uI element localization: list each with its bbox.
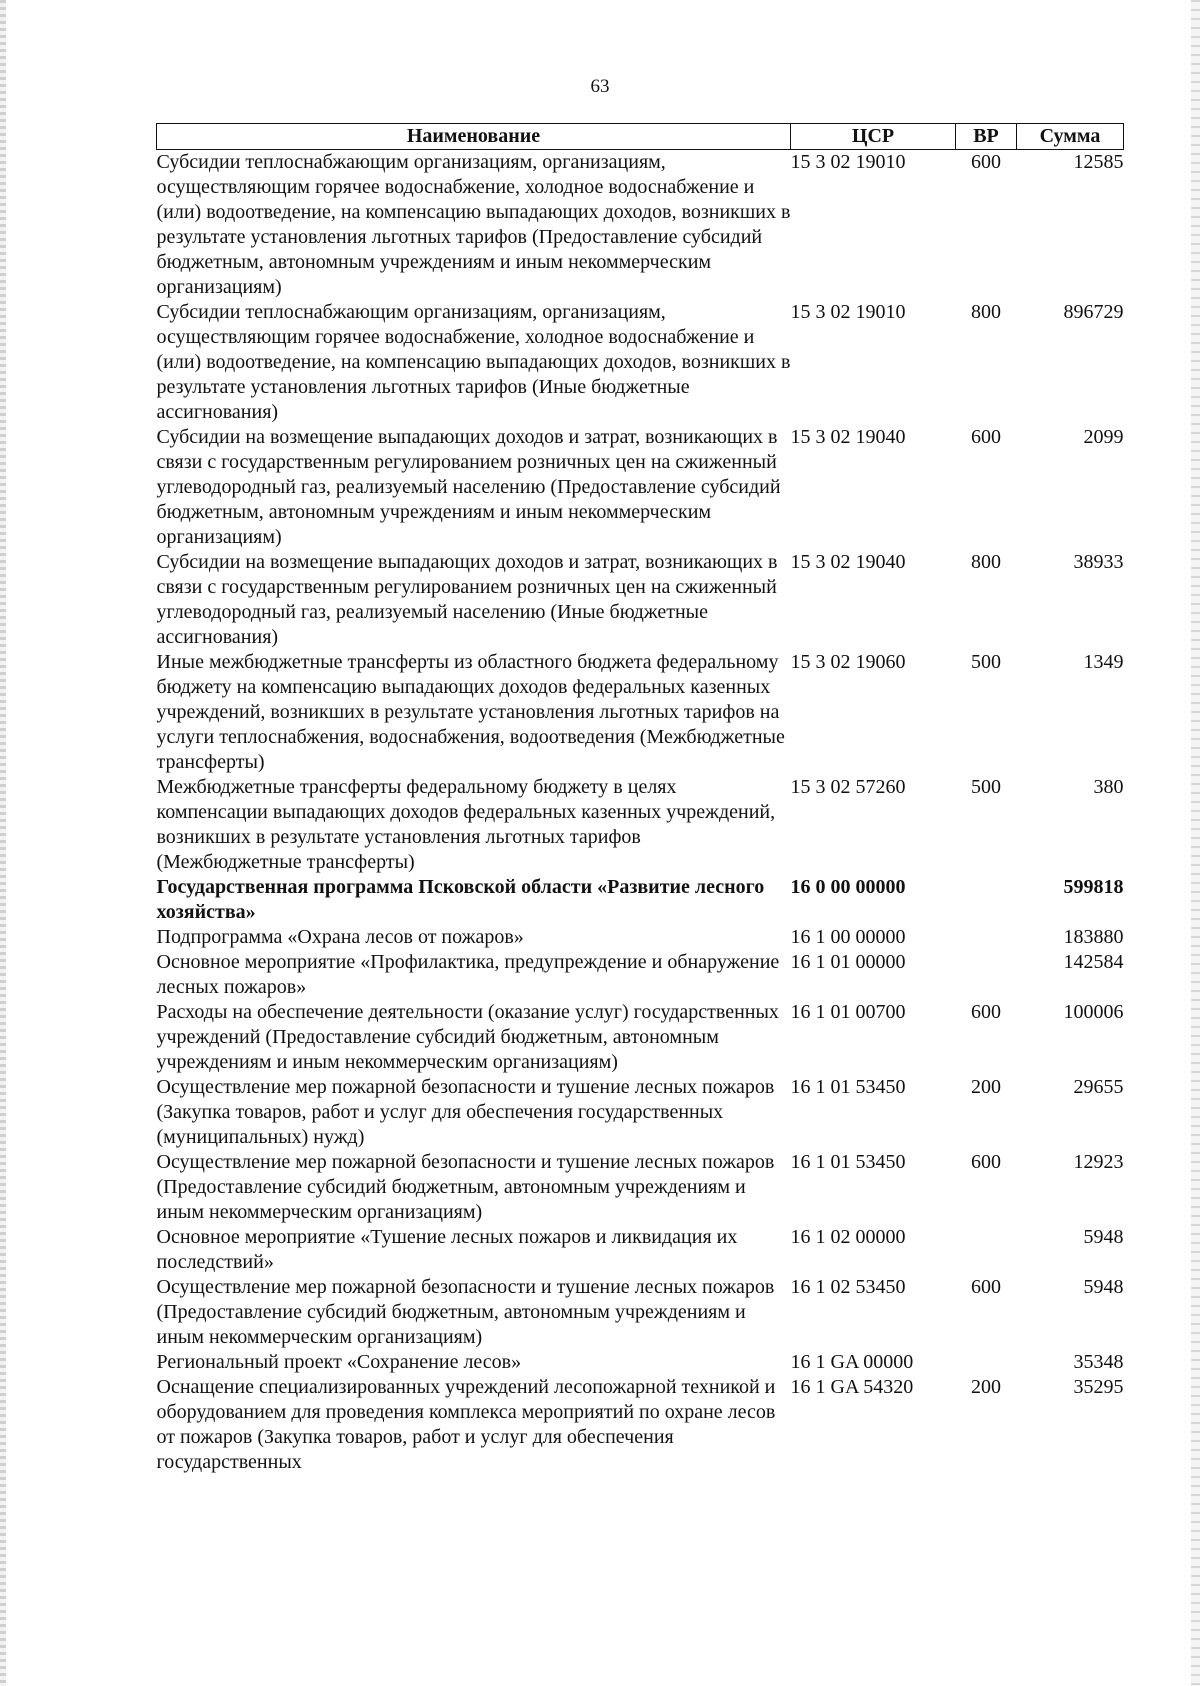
table-row — [157, 925, 1124, 950]
cell-vr: 500 — [971, 651, 1001, 673]
header-sum: Сумма — [1017, 124, 1124, 150]
cell-vr — [956, 875, 1017, 925]
cell-sum: 35348 — [1073, 1351, 1124, 1373]
cell-name: Основное мероприятие «Тушение лесных пожаров и ликвидация их последствий» — [156, 1226, 738, 1273]
cell-sum: 5948 — [1083, 1276, 1124, 1298]
cell-csr: 15 3 02 57260 — [790, 776, 906, 798]
cell-sum: 599818 — [1063, 876, 1124, 898]
header-vr: ВР — [956, 124, 1017, 150]
cell-csr: 16 1 GA 00000 — [790, 1351, 914, 1373]
cell-name: Расходы на обеспечение деятельности (оказание услуг) государственных учреждений (Предоставление субсидий бюджетным, автономным учреждениям и иным некоммерческим организациям) — [156, 1001, 779, 1073]
table-row — [157, 775, 1124, 875]
page-number: 63 — [590, 76, 610, 97]
table-row — [157, 150, 1124, 301]
table-row — [157, 650, 1124, 775]
cell-vr: 600 — [971, 1276, 1001, 1298]
table-row — [157, 1075, 1124, 1150]
cell-name: Оснащение специализированных учреждений лесопожарной техникой и оборудованием для проведения комплекса мероприятий по охране лесов от пожаров (Закупка товаров, работ и услуг для обеспечения государственных — [156, 1376, 776, 1473]
table-row — [157, 1000, 1124, 1075]
cell-name: Государственная программа Псковской области «Развитие лесного хозяйства» — [156, 876, 765, 923]
cell-sum: 38933 — [1073, 551, 1124, 573]
cell-vr: 600 — [971, 1151, 1001, 1173]
cell-name: Осуществление мер пожарной безопасности и тушение лесных пожаров (Предоставление субсидий бюджетным, автономным учреждениям и иным некоммерческим организациям) — [156, 1151, 775, 1223]
document-sheet — [156, 123, 1123, 1475]
scan-edge-right — [1191, 0, 1200, 1686]
cell-csr: 15 3 02 19010 — [790, 301, 906, 323]
cell-vr: 200 — [971, 1376, 1001, 1398]
cell-sum: 896729 — [1063, 301, 1124, 323]
cell-sum: 100006 — [1063, 1001, 1124, 1023]
cell-vr: 600 — [971, 151, 1001, 173]
cell-name: Осуществление мер пожарной безопасности и тушение лесных пожаров (Закупка товаров, работ и услуг для обеспечения государственных (муниципальных) нужд) — [156, 1076, 775, 1148]
cell-vr: 600 — [971, 1001, 1001, 1023]
cell-vr: 200 — [971, 1076, 1001, 1098]
cell-sum: 5948 — [1083, 1226, 1124, 1248]
table-body — [157, 150, 1124, 1476]
table-row — [157, 1150, 1124, 1225]
table-row — [157, 550, 1124, 650]
cell-vr — [956, 1350, 1017, 1375]
cell-sum: 1349 — [1083, 651, 1124, 673]
cell-vr: 800 — [971, 301, 1001, 323]
header-csr: ЦСР — [791, 124, 956, 150]
cell-csr: 15 3 02 19060 — [790, 651, 906, 673]
cell-sum: 12923 — [1073, 1151, 1124, 1173]
cell-name: Основное мероприятие «Профилактика, предупреждение и обнаружение лесных пожаров» — [156, 951, 780, 998]
cell-name: Субсидии на возмещение выпадающих доходов и затрат, возникающих в связи с государственным регулированием розничных цен на сжиженный углеводородный газ, реализуемый населению (Предоставление субсидий бюджетным, автономным учреждениям и иным некоммерческим организациям) — [156, 426, 781, 548]
cell-csr: 16 1 02 53450 — [790, 1276, 906, 1298]
cell-csr: 16 1 01 00000 — [790, 951, 906, 973]
cell-vr: 500 — [971, 776, 1001, 798]
cell-csr: 16 1 00 00000 — [790, 926, 906, 948]
table-row — [157, 875, 1124, 925]
cell-csr: 16 1 01 53450 — [790, 1151, 906, 1173]
table-row — [157, 300, 1124, 425]
cell-vr — [956, 950, 1017, 1000]
scan-edge-left — [0, 0, 6, 1686]
cell-sum: 380 — [1093, 776, 1124, 798]
cell-csr: 16 1 01 00700 — [790, 1001, 906, 1023]
cell-name: Межбюджетные трансферты федеральному бюджету в целях компенсации выпадающих доходов федеральных казенных учреждений, возникших в результате установления льготных тарифов (Межбюджетные трансферты) — [156, 776, 776, 873]
cell-name: Подпрограмма «Охрана лесов от пожаров» — [156, 926, 524, 948]
cell-name: Субсидии теплоснабжающим организациям, организациям, осуществляющим горячее водоснабжение, холодное водоснабжение и (или) водоотведение, на компенсацию выпадающих доходов, возникших в результате установления льготных тарифов (Иные бюджетные ассигнования) — [156, 301, 791, 423]
cell-vr — [956, 1225, 1017, 1275]
header-name: Наименование — [157, 124, 791, 150]
cell-csr: 16 1 02 00000 — [790, 1226, 906, 1248]
cell-csr: 16 0 00 00000 — [790, 876, 906, 898]
table-row — [157, 1225, 1124, 1275]
table-row — [157, 1350, 1124, 1375]
header-row — [157, 124, 1124, 150]
cell-csr: 15 3 02 19040 — [790, 426, 906, 448]
cell-csr: 15 3 02 19040 — [790, 551, 906, 573]
cell-sum: 29655 — [1073, 1076, 1124, 1098]
cell-name: Иные межбюджетные трансферты из областного бюджета федеральному бюджету на компенсацию выпадающих доходов федеральных казенных учреждений, возникших в результате установления льготных тарифов на услуги теплоснабжения, водоснабжения, водоотведения (Межбюджетные трансферты) — [156, 651, 785, 773]
cell-name: Осуществление мер пожарной безопасности и тушение лесных пожаров (Предоставление субсидий бюджетным, автономным учреждениям и иным некоммерческим организациям) — [156, 1276, 775, 1348]
cell-csr: 16 1 GA 54320 — [790, 1376, 914, 1398]
table-row — [157, 425, 1124, 550]
cell-csr: 16 1 01 53450 — [790, 1076, 906, 1098]
cell-name: Региональный проект «Сохранение лесов» — [156, 1351, 522, 1373]
cell-name: Субсидии на возмещение выпадающих доходов и затрат, возникающих в связи с государственным регулированием розничных цен на сжиженный углеводородный газ, реализуемый населению (Иные бюджетные ассигнования) — [156, 551, 778, 648]
cell-sum: 183880 — [1063, 926, 1124, 948]
cell-name: Субсидии теплоснабжающим организациям, организациям, осуществляющим горячее водоснабжение, холодное водоснабжение и (или) водоотведение, на компенсацию выпадающих доходов, возникших в результате установления льготных тарифов (Предоставление субсидий бюджетным, автономным учреждениям и иным некоммерческим организациям) — [156, 151, 791, 298]
cell-sum: 35295 — [1073, 1376, 1124, 1398]
cell-sum: 142584 — [1063, 951, 1124, 973]
cell-vr: 600 — [971, 426, 1001, 448]
table-row — [157, 950, 1124, 1000]
budget-table — [156, 123, 1124, 1475]
table-header — [157, 124, 1124, 150]
cell-sum: 2099 — [1083, 426, 1124, 448]
table-row — [157, 1275, 1124, 1350]
cell-sum: 12585 — [1073, 151, 1124, 173]
cell-csr: 15 3 02 19010 — [790, 151, 906, 173]
cell-vr — [956, 925, 1017, 950]
cell-vr: 800 — [971, 551, 1001, 573]
table-row — [157, 1375, 1124, 1475]
